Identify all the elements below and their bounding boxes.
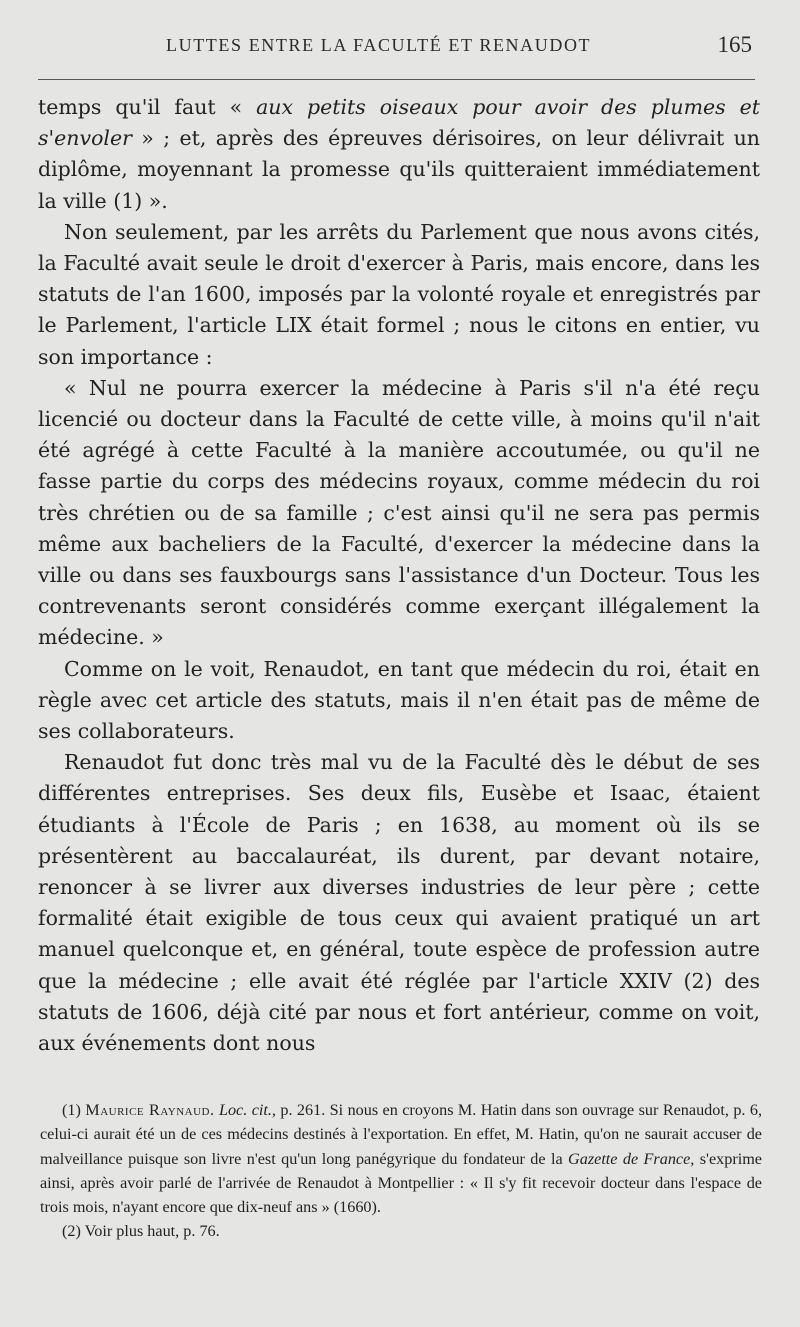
- paragraph-statutes: Non seulement, par les arrêts du Parlement que nous avons cités, la Faculté avait seule le droit d'exercer à Paris, mais encore, dans les statuts de l'an 1600, imposés par la volonté royale et enregistrés par le Parlement, l'article LIX était formel ; nous le citons en entier, vu son importance :: [38, 219, 760, 369]
- quotation-article-lix: « Nul ne pourra exercer la médecine à Paris s'il n'a été reçu licencié ou docteur dans la Faculté de cette ville, à moins qu'il n'ait été agrégé à cette Faculté à la manière accoutumée, ou qu'il ne fasse partie du corps des médecins royaux, comme médecin du roi très chrétien ou de sa famille ; c'est ainsi qu'il ne sera pas permis même aux bacheliers de la Faculté, d'exercer la médecine dans la ville ou dans ses fauxbourgs sans l'assistance d'un Docteur. Tous les contrevenants seront considérés comme exerçant illégalement la médecine. »: [38, 375, 760, 650]
- paragraph-continuation: temps qu'il faut « aux petits oiseaux pour avoir des plumes et s'envoler » ; et, après des épreuves dérisoires, on leur délivrait un diplôme, moyennant la promesse qu'ils quitteraient immédiatement la ville (1) ».: [38, 95, 761, 213]
- page-number: 165: [717, 32, 752, 57]
- main-text: [38, 92, 760, 1059]
- paragraph-sons: Renaudot fut donc très mal vu de la Faculté dès le début de ses différentes entreprises. Ses deux fils, Eusèbe et Isaac, étaient étudiants à l'École de Paris ; en 1638, au moment où ils se présentèrent au baccalauréat, ils durent, par devant notaire, renoncer à se livrer aux diverses industries de leur père ; cette formalité était exigible de tous ceux qui avaient pratiqué un art manuel quelconque et, en général, toute espèce de profession autre que la médecine ; elle avait été réglée par l'article XXIV (2) des statuts de 1606, déjà cité par nous et fort antérieur, comme on voit, aux événements dont nous: [38, 750, 760, 1056]
- running-title: LUTTES ENTRE LA FACULTÉ ET RENAUDOT: [166, 35, 592, 55]
- paragraph-renaudot-rule: Comme on le voit, Renaudot, en tant que médecin du roi, était en règle avec cet article des statuts, mais il n'en était pas de même de ses collaborateurs.: [38, 656, 760, 744]
- footnote-1: (1) Maurice Raynaud. Loc. cit., p. 261. Si nous en croyons M. Hatin dans son ouvrage sur Renaudot, p. 6, celui-ci aurait été un de ces médecins destinés à l'exportation. En effet, M. Hatin, qu'on ne saurait accuser de malveillance puisque son livre n'est qu'un long panégyrique du fondateur de la Gazette de France, s'exprime ainsi, après avoir parlé de l'arrivée de Renaudot à Montpellier : « Il s'y fit recevoir docteur dans l'espace de trois mois, n'ayant encore que dix-neuf ans » (1660).: [40, 1101, 763, 1217]
- header-rule: [38, 79, 755, 80]
- footnotes: [40, 1098, 762, 1244]
- page-header: [38, 30, 758, 66]
- footnote-2: (2) Voir plus haut, p. 76.: [62, 1222, 220, 1241]
